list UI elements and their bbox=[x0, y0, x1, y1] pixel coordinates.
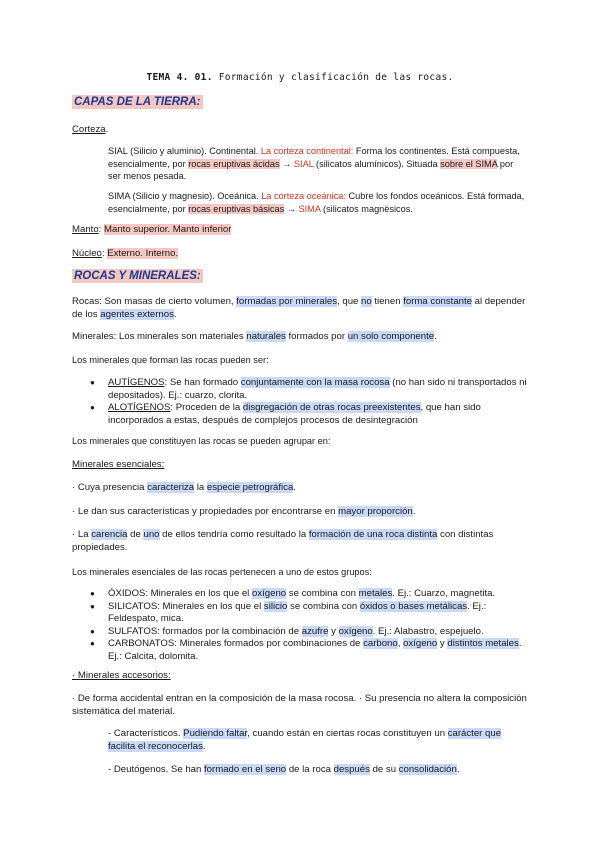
list-item-sulfatos: ● SULFATOS: formados por la combinación de azufre y oxígeno. Ej.: Alabastro, espejuelo. bbox=[90, 626, 530, 639]
section-heading-rocas: ROCAS Y MINERALES: bbox=[74, 270, 201, 282]
caracteristicos-paragraph: - Característicos. Pudiendo faltar, cuando están en ciertas rocas constituyen un carácter que facilita el reconocerlas. bbox=[108, 728, 502, 752]
minerales-definition: Minerales: Los minerales son materiales naturales formados por un solo componente. bbox=[72, 331, 437, 342]
list-item-carbonatos: ● CARBONATOS: Minerales formados por combinaciones de carbono, oxígeno y distintos metales. Ej.: Calcita, dolomita. bbox=[90, 638, 530, 663]
rocas-definition: Rocas: Son masas de cierto volumen, formadas por minerales, que no tienen forma constante al depender de los agentes externos. bbox=[72, 296, 526, 320]
list-item-autigenos: ● AUTÍGENOS: Se han formado conjuntamente con la masa rocosa (no han sido ni transportados ni depositados). Ej.: cuarzo, clorita. bbox=[90, 377, 530, 402]
esenciales-label: Minerales esenciales: bbox=[72, 459, 165, 470]
list-item-oxidos: ● ÓXIDOS: Minerales en los que el oxígeno se combina con metales. Ej.: Cuarzo, magnetita. bbox=[90, 588, 530, 601]
list-item-alotigenos: ● ALOTÍGENOS: Proceden de la disgregación de otras rocas preexistentes, que han sido incorporados a estas, después de complejos procesos de desintegración bbox=[90, 402, 530, 427]
page-title bbox=[0, 72, 600, 85]
accesorios-label: · Minerales accesorios: bbox=[72, 670, 171, 681]
esenciales-point-1: · Cuya presencia caracteriza la especie petrográfica. bbox=[72, 482, 296, 493]
groups-list bbox=[90, 588, 530, 663]
minerales-intro: Los minerales que forman las rocas pueden ser: bbox=[72, 355, 269, 365]
sima-paragraph: SIMA (Silicio y magnesio). Oceánica. La corteza oceánica: Cubre los fondos oceánicos. Está formada, esencialmente, por rocas eruptivas básicas → SIMA (silicatos magnésicos. bbox=[108, 191, 525, 214]
nucleo-line: Núcleo: Externo. Interno. bbox=[72, 248, 179, 259]
corteza-label: Corteza. bbox=[72, 124, 109, 135]
list-item-silicatos: ● SILICATOS: Minerales en los que el silicio se combina con óxidos o bases metálicas. Ej.: Feldespato, mica. bbox=[90, 601, 530, 626]
esenciales-point-3: · La carencia de uno de ellos tendría como resultado la formación de una roca distinta con distintas propiedades. bbox=[72, 529, 494, 553]
origin-list bbox=[90, 377, 530, 427]
grupos-intro: Los minerales esenciales de las rocas pertenecen a uno de estos grupos: bbox=[72, 567, 372, 577]
sial-paragraph: SIAL (Silicio y aluminio). Continental. La corteza continental: Forma los continentes. Está compuesta, esencialmente, por rocas eruptivas ácidas → SIAL (silicatos alumínicos). Situada sobre el SIMA por ser menos pesada. bbox=[108, 146, 520, 181]
agrupar-intro: Los minerales que constituyen las rocas se pueden agrupar en: bbox=[72, 436, 331, 446]
esenciales-point-2: · Le dan sus características y propiedades por encontrarse en mayor proporción. bbox=[72, 506, 416, 517]
title-text: Formación y clasificación de las rocas. bbox=[212, 72, 454, 83]
section-heading-capas: CAPAS DE LA TIERRA: bbox=[74, 96, 201, 108]
accesorios-description: · De forma accidental entran en la composición de la masa rocosa. · Su presencia no altera la composición sistemática del material. bbox=[72, 693, 527, 717]
title-number: TEMA 4. 01. bbox=[146, 72, 213, 83]
deutogenos-paragraph: - Deutógenos. Se han formado en el seno de la roca después de su consolidación. bbox=[108, 764, 460, 775]
manto-line: Manto: Manto superior. Manto inferior bbox=[72, 224, 232, 235]
